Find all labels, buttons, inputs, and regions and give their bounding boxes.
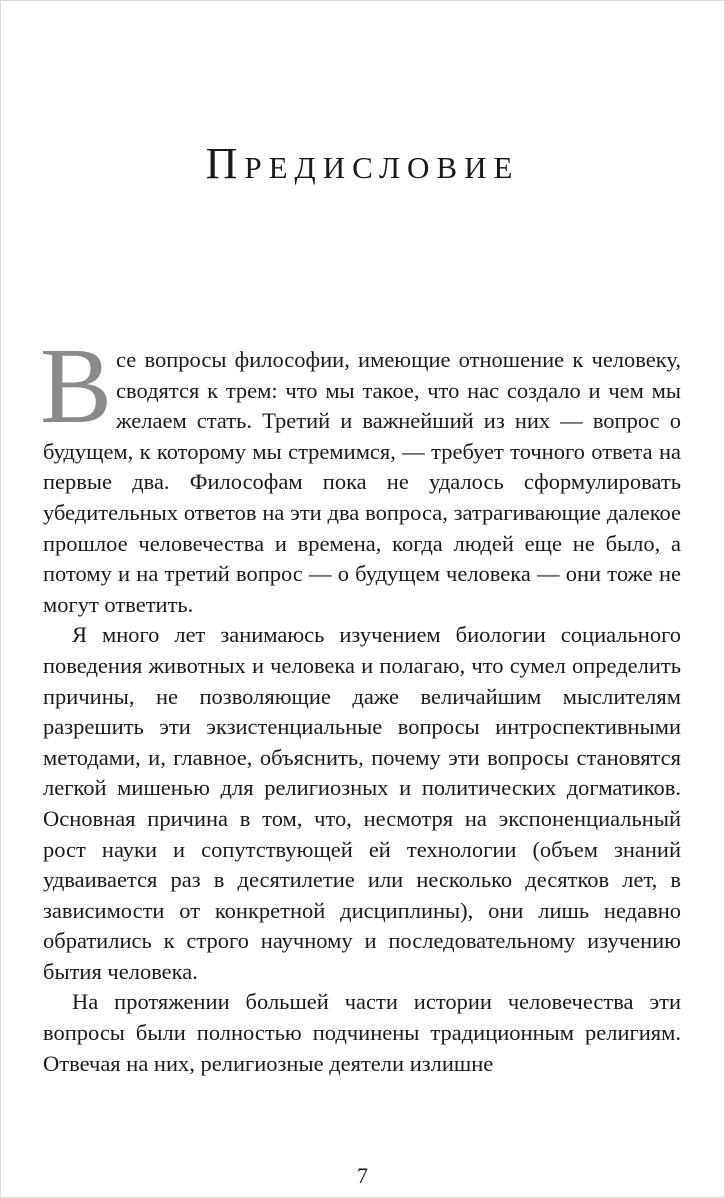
paragraph-1 (40, 327, 681, 620)
paragraph-1-text: се вопросы философии, имеющие отношение к человеку, сводятся к трем: что мы такое, что нас создало и чем мы желаем стать. Третий и важнейший из них — вопрос о будущем, к которому мы стремимся, — требует точного ответа на первые два. Философам пока не удалось сформулировать убедительных ответов на эти два вопроса, затрагивающие далекое прошлое человечества и времена, когда людей еще не было, а потому и на третий вопрос — о будущем человека — они тоже не могут ответить. (43, 347, 681, 617)
body-text (40, 327, 681, 1079)
page-number: 7 (357, 1163, 368, 1188)
drop-cap: В (40, 327, 113, 446)
page-title: Предисловие (205, 139, 520, 188)
paragraph-2: Я много лет занимаюсь изучением биологии социального поведения животных и человека и полагаю, что сумел определить причины, не позволяющие даже величайшим мыслителям разрешить эти экзистенциальные вопросы интроспективными методами, и, главное, объяснить, почему эти вопросы становятся легкой мишенью для религиозных и политических догматиков. Основная причина в том, что, несмотря на экспоненциальный рост науки и сопутствующей ей технологии (объем знаний удваивается раз в десятилетие или несколько десятков лет, в зависимости от конкретной дисциплины), они лишь недавно обратились к строго научному и последовательному изучению бытия человека. (43, 622, 681, 984)
paragraph-3: На протяжении большей части истории человечества эти вопросы были полностью подчинены традиционным религиям. Отвечая на них, религиозные деятели излишне (43, 989, 681, 1076)
